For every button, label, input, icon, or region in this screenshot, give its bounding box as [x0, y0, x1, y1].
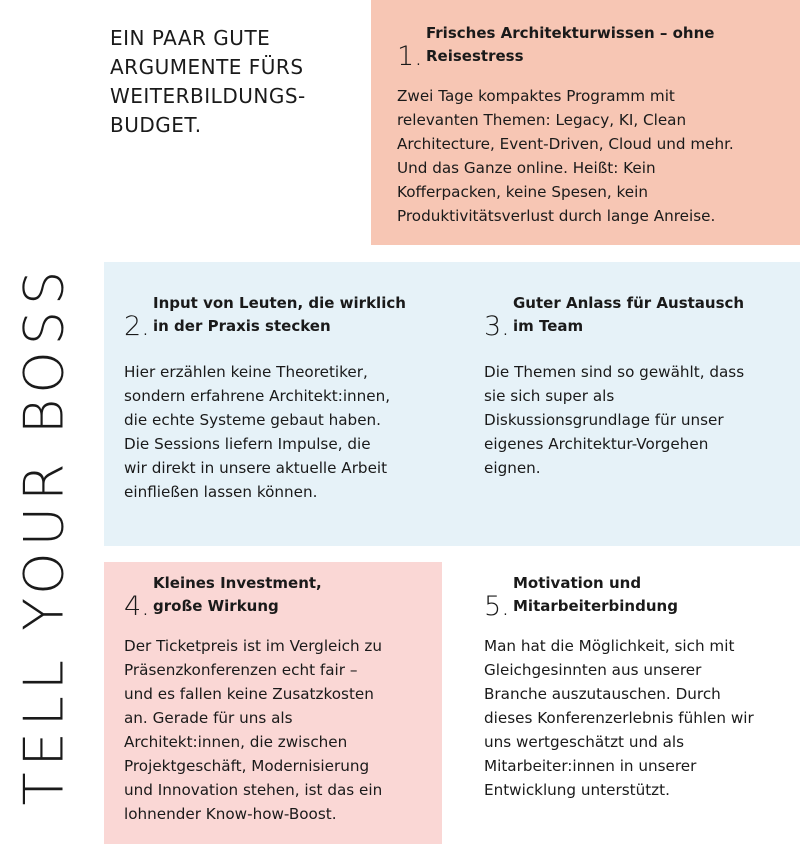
argument-header	[484, 570, 794, 622]
argument-header	[397, 20, 792, 72]
argument-number: 5.	[484, 591, 510, 622]
argument-body	[484, 634, 794, 802]
argument-body	[124, 634, 439, 826]
argument-body-line: und es fallen keine Zusatzkosten	[124, 685, 374, 703]
argument-body-line: Entwicklung unterstützt.	[484, 781, 670, 799]
intro-line: WEITERBILDUNGS-	[110, 84, 306, 108]
argument-header	[484, 290, 794, 342]
argument-body-line: sondern erfahrene Architekt:innen,	[124, 387, 391, 405]
argument-body-line: einfließen lassen können.	[124, 483, 318, 501]
argument-body-line: lohnender Know-how-Boost.	[124, 805, 337, 823]
argument-card-5	[484, 570, 794, 802]
intro-line: EIN PAAR GUTE	[110, 26, 271, 50]
argument-body-line: die echte Systeme gebaut haben.	[124, 411, 381, 429]
argument-number: 4.	[124, 591, 150, 622]
argument-title	[513, 292, 744, 338]
argument-body-line: eignen.	[484, 459, 541, 477]
argument-card-2	[124, 290, 444, 504]
argument-body-line: dieses Konferenzerlebnis fühlen wir	[484, 709, 754, 727]
argument-number: 1.	[397, 41, 423, 72]
argument-body-line: uns wertgeschätzt und als	[484, 733, 685, 751]
argument-body-line: Kofferpacken, keine Spesen, kein	[397, 183, 648, 201]
argument-title	[426, 22, 714, 68]
argument-body-line: Mitarbeiter:innen in unserer	[484, 757, 697, 775]
argument-body-line: eigenes Architektur-Vorgehen	[484, 435, 709, 453]
argument-body-line: Und das Ganze online. Heißt: Kein	[397, 159, 656, 177]
argument-title-line: Kleines Investment,	[153, 574, 322, 592]
argument-body-line: Die Sessions liefern Impulse, die	[124, 435, 371, 453]
argument-title	[513, 572, 678, 618]
argument-body	[397, 84, 792, 228]
argument-body-line: Produktivitätsverlust durch lange Anreise.	[397, 207, 716, 225]
argument-body-line: wir direkt in unsere aktuelle Arbeit	[124, 459, 388, 477]
argument-title-line: im Team	[513, 317, 584, 335]
argument-title-line: Input von Leuten, die wirklich	[153, 294, 406, 312]
argument-title-line: Reisestress	[426, 47, 524, 65]
argument-body-line: Architekt:innen, die zwischen	[124, 733, 348, 751]
intro-line: ARGUMENTE FÜRS	[110, 55, 304, 79]
argument-title	[153, 572, 322, 618]
argument-body-line: Die Themen sind so gewählt, dass	[484, 363, 745, 381]
argument-number: 3.	[484, 311, 510, 342]
argument-body-line: Gleichgesinnten aus unserer	[484, 661, 702, 679]
argument-body-line: Branche auszutauschen. Durch	[484, 685, 721, 703]
argument-body-line: Der Ticketpreis ist im Vergleich zu	[124, 637, 383, 655]
intro-line: BUDGET.	[110, 113, 202, 137]
argument-title-line: Motivation und	[513, 574, 642, 592]
argument-body	[484, 360, 794, 480]
vertical-title	[0, 0, 88, 844]
argument-body-line: Architecture, Event-Driven, Cloud und mehr.	[397, 135, 734, 153]
argument-body	[124, 360, 444, 504]
argument-body-line: Hier erzählen keine Theoretiker,	[124, 363, 368, 381]
argument-body-line: Projektgeschäft, Modernisierung	[124, 757, 370, 775]
argument-card-3	[484, 290, 794, 480]
argument-body-line: an. Gerade für uns als	[124, 709, 293, 727]
argument-title-line: Mitarbeiterbindung	[513, 597, 678, 615]
intro-heading	[110, 24, 360, 140]
argument-body-line: Präsenzkonferenzen echt fair –	[124, 661, 358, 679]
argument-title-line: große Wirkung	[153, 597, 279, 615]
argument-card-4	[124, 570, 439, 826]
argument-body-line: relevanten Themen: Legacy, KI, Clean	[397, 111, 687, 129]
argument-title	[153, 292, 406, 338]
argument-card-1	[397, 20, 792, 228]
argument-body-line: Man hat die Möglichkeit, sich mit	[484, 637, 735, 655]
argument-title-line: Guter Anlass für Austausch	[513, 294, 745, 312]
argument-number: 2.	[124, 311, 150, 342]
argument-body-line: und Innovation stehen, ist das ein	[124, 781, 383, 799]
argument-body-line: Diskussionsgrundlage für unser	[484, 411, 724, 429]
vertical-title-text: TELL YOUR BOSS	[12, 264, 76, 806]
argument-header	[124, 290, 444, 342]
argument-title-line: in der Praxis stecken	[153, 317, 331, 335]
argument-body-line: Zwei Tage kompaktes Programm mit	[397, 87, 675, 105]
argument-title-line: Frisches Architekturwissen – ohne	[426, 24, 715, 42]
argument-body-line: sie sich super als	[484, 387, 615, 405]
argument-header	[124, 570, 439, 622]
